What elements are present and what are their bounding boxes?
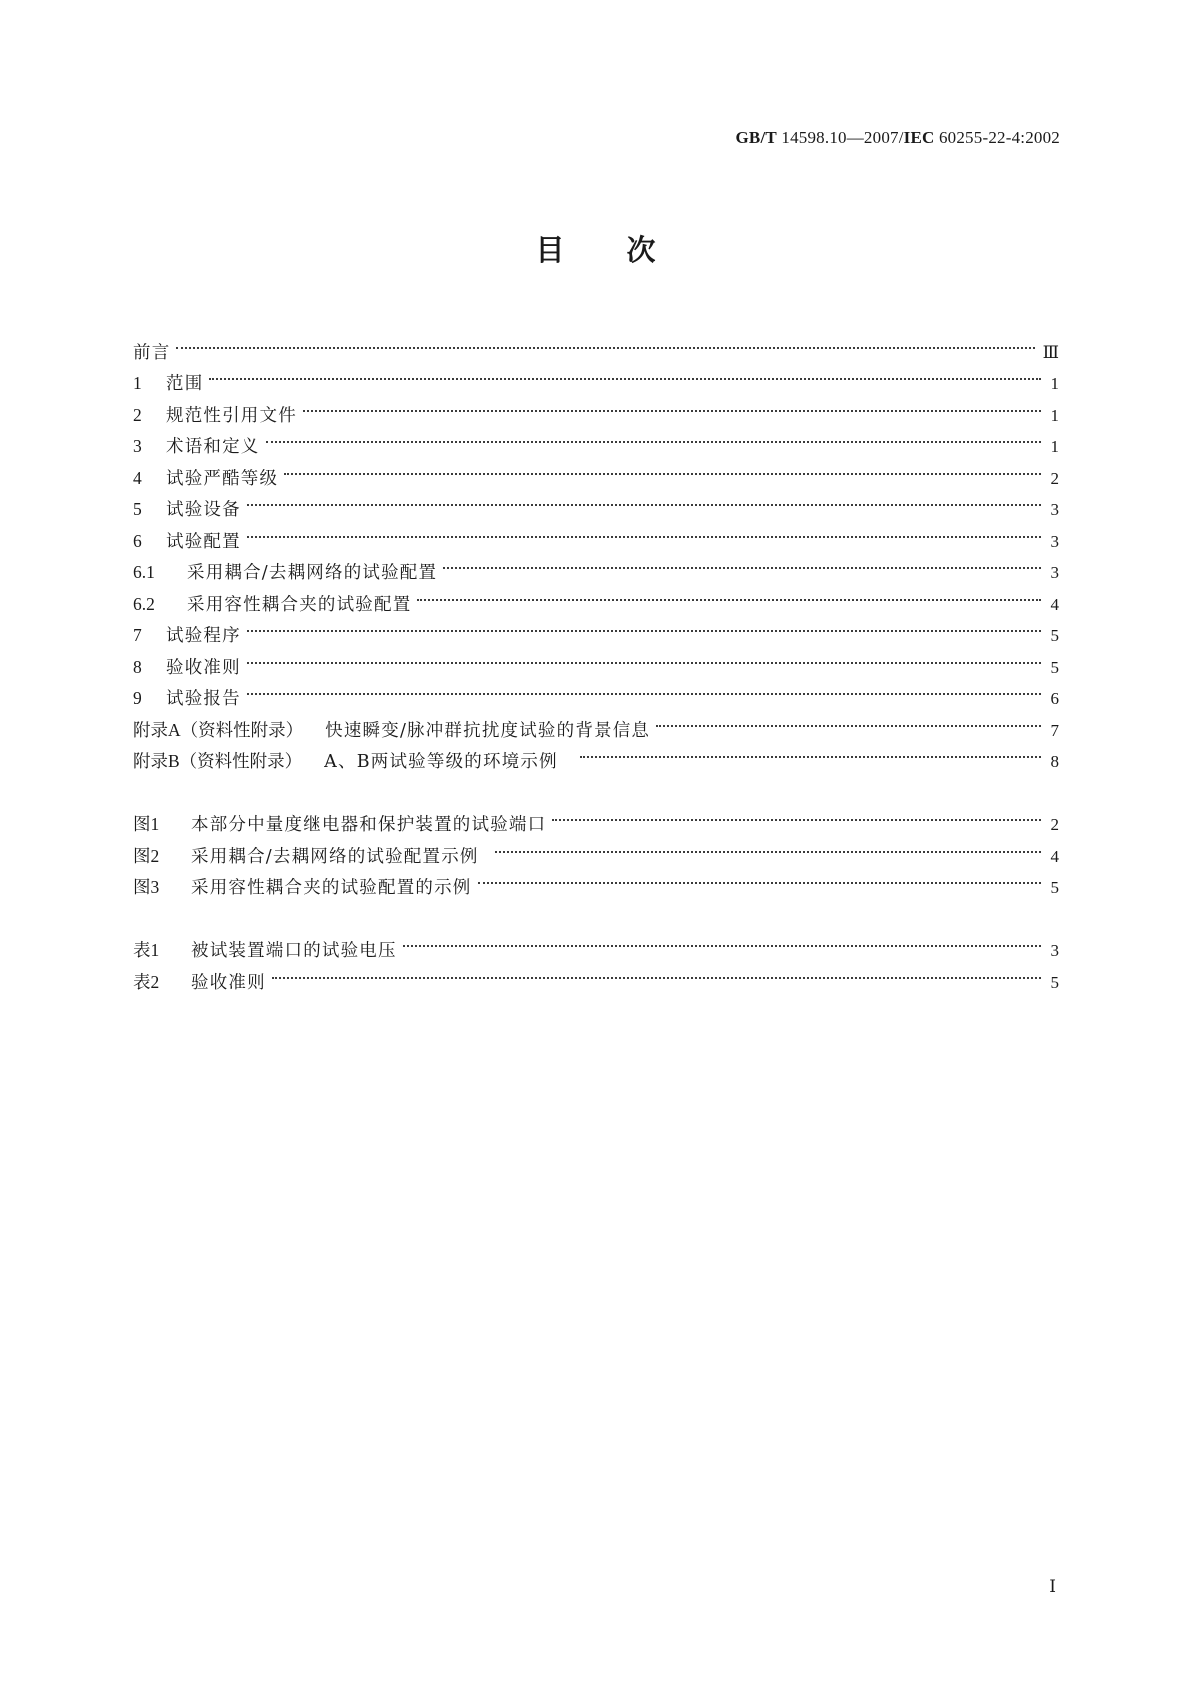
page-number: Ⅰ	[1049, 1577, 1056, 1596]
toc-leader	[580, 736, 1041, 768]
toc-entry-page: 4	[1050, 846, 1059, 866]
toc-entry-page: 1	[1050, 374, 1059, 393]
toc-entry-number: 图2	[133, 845, 160, 866]
toc-entry-text: 采用耦合/去耦网络的试验配置示例	[191, 846, 479, 867]
toc-entry-text: 前言	[133, 342, 171, 363]
toc-entry-text: 本部分中量度继电器和保护装置的试验端口	[191, 815, 547, 835]
toc-entry-number: 1	[133, 373, 142, 393]
toc-entry-4[interactable]	[133, 452, 1059, 489]
toc-entry-text: 被试装置端口的试验电压	[191, 941, 397, 961]
toc-entry-6[interactable]	[133, 515, 1059, 552]
toc-leader	[403, 925, 1041, 957]
standard-number	[735, 128, 1060, 148]
toc-entry-5[interactable]	[133, 484, 1059, 520]
toc-table-1[interactable]	[133, 925, 1059, 961]
toc-entry-number: 图1	[133, 814, 160, 834]
toc-table-2[interactable]	[133, 956, 1059, 993]
toc-leader	[247, 641, 1041, 673]
toc-entry-page: 5	[1050, 972, 1059, 992]
toc-entry-page: 3	[1050, 563, 1059, 582]
toc-entry-text: 规范性引用文件	[166, 405, 297, 426]
toc-leader	[303, 389, 1041, 421]
toc-leader	[443, 547, 1041, 579]
toc-entry-page: 8	[1050, 752, 1059, 771]
toc-entry-number: 4	[133, 467, 142, 488]
toc-entry-number: 9	[133, 688, 142, 708]
standard-number-prefix: GB/T	[735, 128, 777, 147]
toc-sections	[133, 326, 1059, 772]
toc-entry-number: 3	[133, 436, 142, 456]
toc-entry-page: 2	[1050, 815, 1059, 834]
toc-entry-7[interactable]	[133, 610, 1059, 646]
toc-entry-text: 试验配置	[166, 531, 241, 552]
toc-entry-number: 2	[133, 404, 142, 425]
toc-leader	[284, 452, 1041, 484]
toc-entry-text: 快速瞬变/脉冲群抗扰度试验的背景信息	[325, 720, 651, 741]
toc-entry-text: 试验严酷等级	[166, 468, 279, 489]
toc-leader	[272, 956, 1041, 988]
toc-entry-text: 验收准则	[191, 972, 266, 993]
table-of-contents	[133, 326, 1059, 993]
toc-leader	[266, 421, 1042, 453]
toc-tables	[133, 925, 1059, 993]
toc-leader	[656, 704, 1041, 736]
toc-entry-page: 5	[1050, 657, 1059, 677]
toc-entry-2[interactable]	[133, 389, 1059, 426]
toc-figure-1[interactable]	[133, 799, 1059, 835]
toc-leader	[176, 326, 1034, 358]
toc-entry-number: 6.1	[133, 562, 155, 582]
toc-entry-page: Ⅲ	[1042, 342, 1059, 362]
toc-entry-number: 表1	[133, 940, 160, 960]
toc-leader	[417, 578, 1041, 610]
toc-entry-number: 6	[133, 530, 142, 551]
toc-leader	[478, 862, 1042, 894]
toc-figures	[133, 799, 1059, 898]
toc-leader	[552, 799, 1041, 831]
toc-entry-page: 3	[1050, 531, 1059, 551]
page-title: 目次	[535, 233, 718, 267]
toc-entry-number: 表2	[133, 971, 160, 992]
toc-leader	[209, 358, 1041, 390]
toc-entry-number: 5	[133, 499, 142, 519]
toc-entry-text: A、B两试验等级的环境示例	[324, 752, 558, 772]
toc-entry-page: 3	[1050, 500, 1059, 519]
toc-leader	[247, 673, 1041, 705]
toc-entry-text: 采用容性耦合夹的试验配置的示例	[191, 878, 472, 898]
toc-entry-page: 1	[1050, 437, 1059, 456]
toc-entry-6-1[interactable]	[133, 547, 1059, 583]
toc-entry-page: 6	[1050, 689, 1059, 708]
toc-entry-text: 试验报告	[166, 689, 241, 709]
toc-entry-text: 试验设备	[166, 500, 241, 520]
standard-number-iec: IEC	[903, 128, 935, 147]
toc-leader	[247, 515, 1041, 547]
toc-entry-1[interactable]	[133, 358, 1059, 394]
toc-entry-text: 术语和定义	[166, 437, 260, 457]
toc-entry-9[interactable]	[133, 673, 1059, 709]
toc-leader	[495, 830, 1041, 862]
toc-entry-8[interactable]	[133, 641, 1059, 678]
toc-entry-number: 附录B（资料性附录）	[133, 751, 303, 771]
standard-number-main: 14598.10—2007/	[781, 128, 904, 147]
toc-entry-page: 7	[1050, 720, 1059, 740]
standard-number-iec-number: 60255-22-4:2002	[938, 128, 1060, 147]
toc-entry-annex-a[interactable]	[133, 704, 1059, 741]
toc-entry-3[interactable]	[133, 421, 1059, 457]
toc-entry-text: 范围	[166, 374, 204, 394]
toc-entry-page: 1	[1050, 405, 1059, 425]
toc-entry-page: 5	[1050, 626, 1059, 645]
toc-entry-number: 附录A（资料性附录）	[133, 719, 304, 740]
toc-entry-page: 2	[1050, 468, 1059, 488]
toc-entry-number: 6.2	[133, 593, 155, 614]
toc-entry-page: 5	[1050, 878, 1059, 897]
toc-leader	[247, 610, 1041, 642]
toc-entry-number: 图3	[133, 877, 160, 897]
toc-entry-text: 试验程序	[166, 626, 241, 646]
toc-entry-foreword[interactable]	[133, 326, 1059, 363]
toc-entry-text: 采用耦合/去耦网络的试验配置	[187, 563, 438, 583]
toc-entry-text: 验收准则	[166, 657, 241, 678]
toc-entry-number: 7	[133, 625, 142, 645]
toc-entry-text: 采用容性耦合夹的试验配置	[187, 594, 412, 615]
toc-entry-page: 3	[1050, 941, 1059, 960]
toc-entry-page: 4	[1050, 594, 1059, 614]
toc-entry-number: 8	[133, 656, 142, 677]
toc-leader	[247, 484, 1041, 516]
